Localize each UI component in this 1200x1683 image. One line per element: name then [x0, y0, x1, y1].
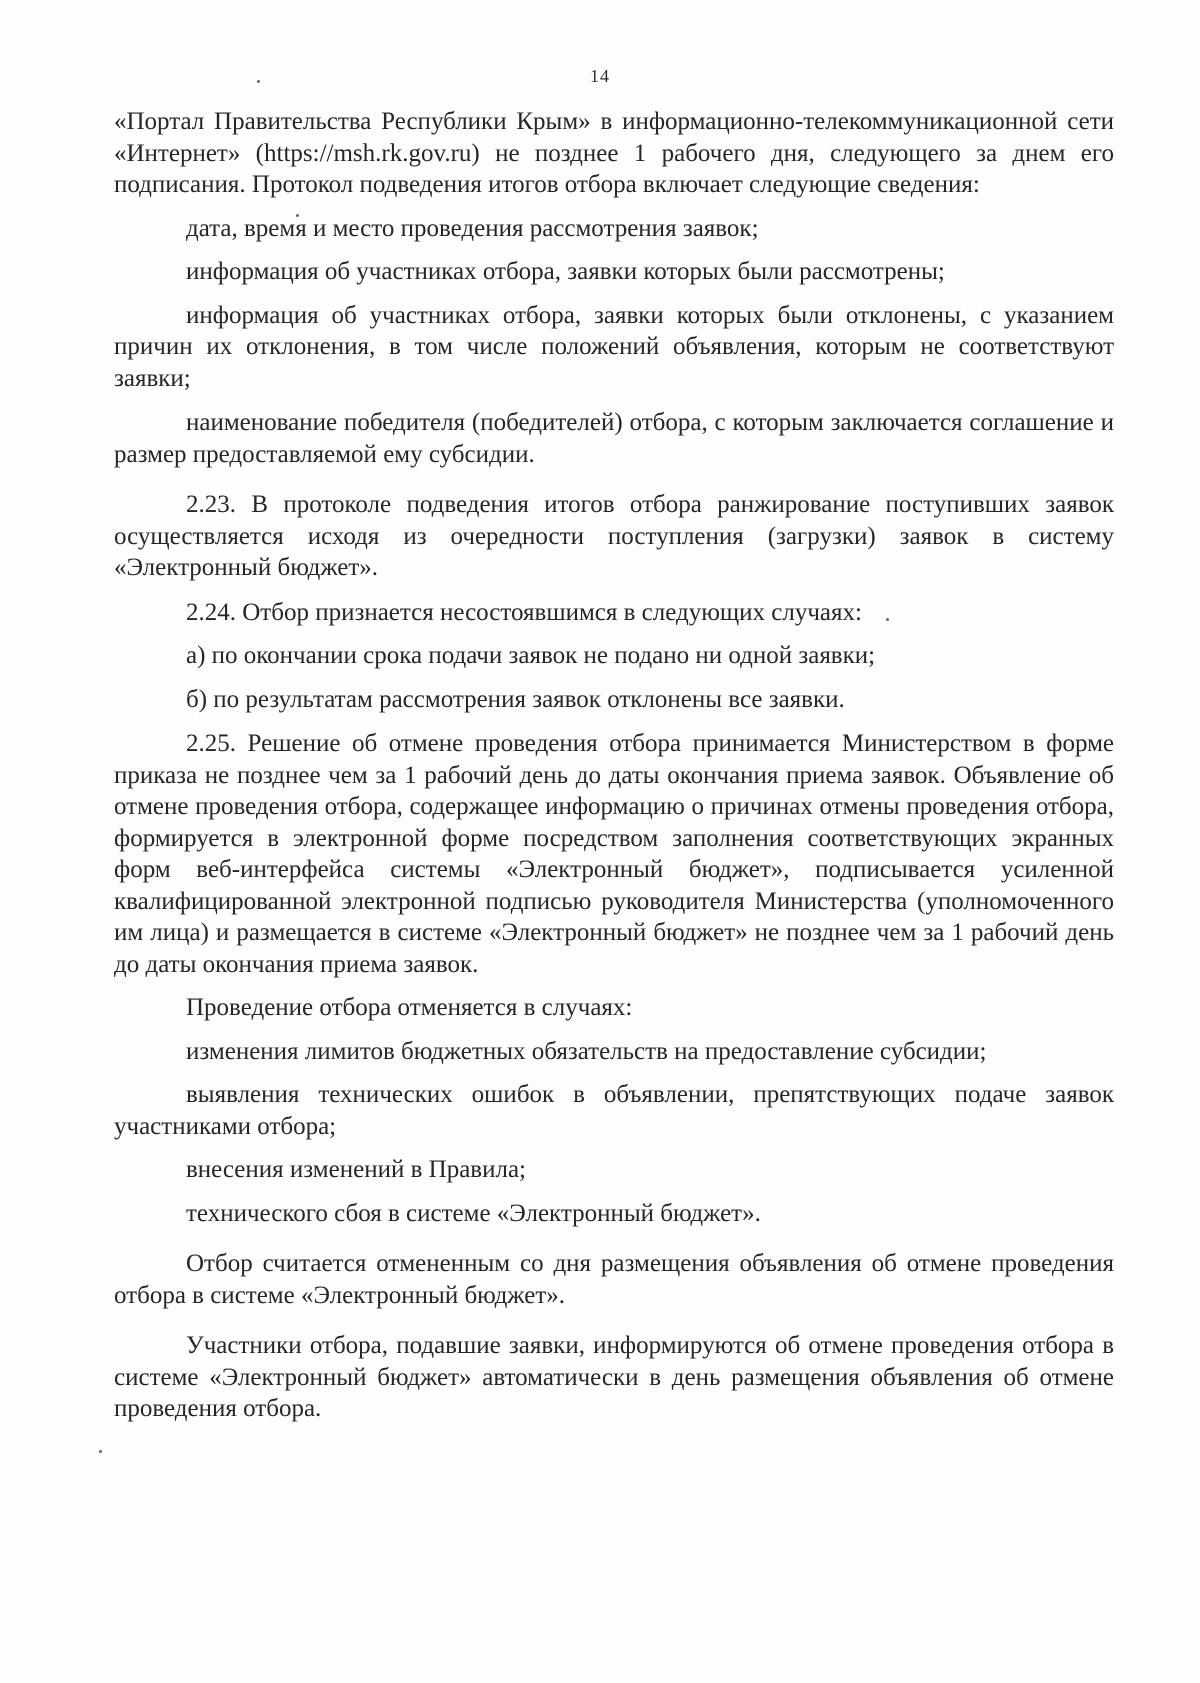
paragraph-participants-notified: Участники отбора, подавшие заявки, информируются об отмене проведения отбора в системе «Электронный бюджет» автоматически в день размещения объявления об отмене проведения отбора. [114, 1332, 1114, 1422]
clause-2-24-item-b: б) по результатам рассмотрения заявок отклонены все заявки. [186, 685, 845, 713]
paragraph-cancellation-cases: Проведение отбора отменяется в случаях: [186, 994, 633, 1021]
list-item-reviewed-participants: информация об участниках отбора, заявки которых были рассмотрены; [186, 258, 945, 285]
list-item-rule-changes: внесения изменений в Правила; [186, 1156, 526, 1183]
scan-speck [99, 1450, 102, 1453]
clause-2-25: 2.25. Решение об отмене проведения отбора принимается Министерством в форме приказа не позднее чем за 1 рабочий день до даты окончания приема заявок. Объявление об отмене проведения отбора, содержащее информацию о причинах отмены проведения отбора, формируется в электронной форме посредством заполнения соответствующих экранных форм веб-интерфейса системы «Электронный бюджет», подписывается усиленной квалифицированной электронной подписью руководителя Министерства (уполномоченного им лица) и размещается в системе «Электронный бюджет» не позднее чем за 1 рабочий день до даты окончания приема заявок. [114, 730, 1114, 978]
paragraph-portal-publication: «Портал Правительства Республики Крым» в информационно-телекоммуникационной сети «Интернет» (https://msh.rk.gov.ru) не позднее 1 рабочего дня, следующего за днем его подписания. Протокол подведения итогов отбора включает следующие сведения: [114, 108, 1114, 198]
list-item-rejected-participants: информация об участниках отбора, заявки которых были отклонены, с указанием причин их отклонения, в том числе положений объявления, которым не соответствуют заявки; [114, 301, 1114, 392]
list-item-budget-limits: изменения лимитов бюджетных обязательств на предоставление субсидии; [186, 1037, 987, 1065]
list-item-date-time-place: дата, время и место проведения рассмотрения заявок; [186, 214, 759, 242]
clause-2-23: 2.23. В протоколе подведения итогов отбора ранжирование поступивших заявок осуществляется исходя из очередности поступления (загрузки) заявок в систему «Электронный бюджет». [114, 491, 1114, 581]
list-item-winner-name: наименование победителя (победителей) отбора, с которым заключается соглашение и размер предоставляемой ему субсидии. [114, 409, 1114, 468]
list-item-technical-failure: технического сбоя в системе «Электронный бюджет». [186, 1199, 761, 1227]
clause-2-24: 2.24. Отбор признается несостоявшимся в следующих случаях: [186, 598, 862, 626]
list-item-technical-errors: выявления технических ошибок в объявлении, препятствующих подаче заявок участниками отбора; [114, 1081, 1114, 1140]
paragraph-cancellation-effective: Отбор считается отмененным со дня размещения объявления об отмене проведения отбора в системе «Электронный бюджет». [114, 1250, 1114, 1309]
document-body [114, 106, 1114, 1425]
page-number: 14 [590, 66, 610, 86]
clause-2-24-item-a: а) по окончании срока подачи заявок не подано ни одной заявки; [186, 642, 876, 669]
